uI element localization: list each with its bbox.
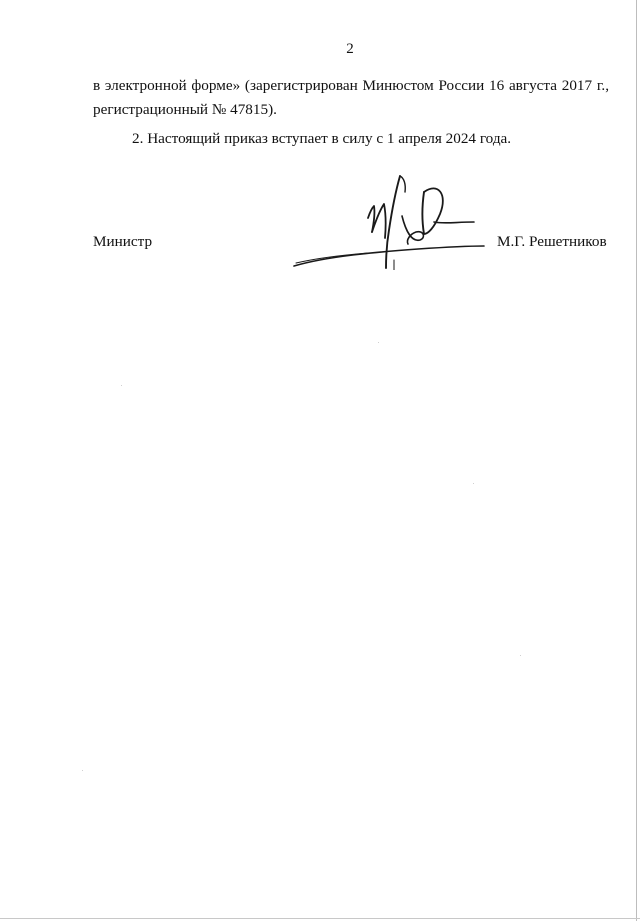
page-number: 2 [346, 41, 354, 57]
signer-title: Министр [93, 233, 153, 250]
scan-speck [82, 770, 83, 771]
scan-edge-bottom [0, 918, 640, 919]
paragraph-1-line-2: регистрационный № 47815). [93, 101, 277, 118]
scan-speck [121, 385, 122, 386]
scan-speck [378, 342, 379, 343]
scan-edge-right [636, 0, 637, 921]
scan-speck [520, 655, 521, 656]
scan-speck [473, 483, 474, 484]
paragraph-2: 2. Настоящий приказ вступает в силу с 1 апреля 2024 года. [132, 130, 512, 147]
signer-name: М.Г. Решетников [497, 233, 607, 250]
handwritten-signature-icon [288, 170, 488, 270]
paragraph-1-line-1: в электронной форме» (зарегистрирован Минюстом России 16 августа 2017 г., [93, 77, 609, 94]
